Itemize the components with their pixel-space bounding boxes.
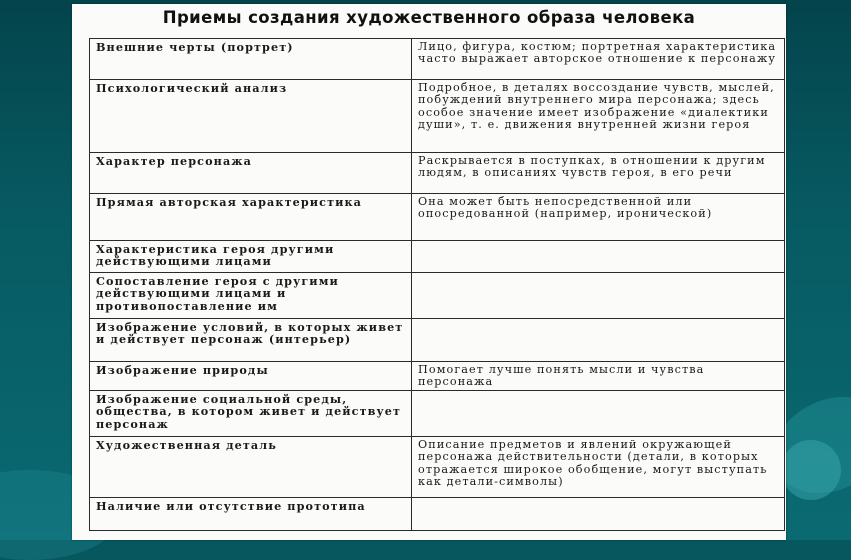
method-cell: Изображение социальной среды, общества, в котором живет и действует персонаж [90, 391, 412, 437]
method-cell: Изображение природы [90, 362, 412, 391]
description-cell: Подробное, в деталях воссоздание чувств, мыслей, побуждений внутреннего мира персонажа; здесь особое значение имеет изображение «диалектики души», т. е. движения внутренней жизни героя [412, 80, 785, 153]
method-cell: Характеристика героя другими действующими лицами [90, 241, 412, 273]
description-cell [412, 498, 785, 531]
decorative-wave [781, 440, 841, 500]
table-row [90, 153, 785, 194]
description-cell [412, 241, 785, 273]
description-cell [412, 319, 785, 362]
table-row [90, 194, 785, 241]
method-cell: Характер персонажа [90, 153, 412, 194]
method-cell: Наличие или отсутствие прототипа [90, 498, 412, 531]
method-cell: Психологический анализ [90, 80, 412, 153]
description-cell: Она может быть непосредственной или опосредованной (например, иронической) [412, 194, 785, 241]
table-row [90, 39, 785, 80]
table-row [90, 273, 785, 319]
method-cell: Изображение условий, в которых живет и действует персонаж (интерьер) [90, 319, 412, 362]
table-row [90, 498, 785, 531]
method-cell: Внешние черты (портрет) [90, 39, 412, 80]
description-cell: Помогает лучше понять мысли и чувства персонажа [412, 362, 785, 391]
table-row [90, 437, 785, 498]
table-row [90, 391, 785, 437]
table-row [90, 362, 785, 391]
method-cell: Прямая авторская характеристика [90, 194, 412, 241]
description-cell: Описание предметов и явлений окружающей персонажа действительности (детали, в которых отражается широкое обобщение, могут выступать как детали-символы) [412, 437, 785, 498]
method-cell: Художественная деталь [90, 437, 412, 498]
document-title: Приемы создания художественного образа человека [162, 8, 696, 27]
method-cell: Сопоставление героя с другими действующими лицами и противопоставление им [90, 273, 412, 319]
scanned-document [72, 4, 786, 540]
description-cell [412, 273, 785, 319]
description-cell [412, 391, 785, 437]
methods-table [89, 38, 785, 531]
description-cell: Раскрывается в поступках, в отношении к другим людям, в описаниях чувств героя, в его речи [412, 153, 785, 194]
table-row [90, 241, 785, 273]
table-row [90, 80, 785, 153]
table-row [90, 319, 785, 362]
description-cell: Лицо, фигура, костюм; портретная характеристика часто выражает авторское отношение к персонажу [412, 39, 785, 80]
